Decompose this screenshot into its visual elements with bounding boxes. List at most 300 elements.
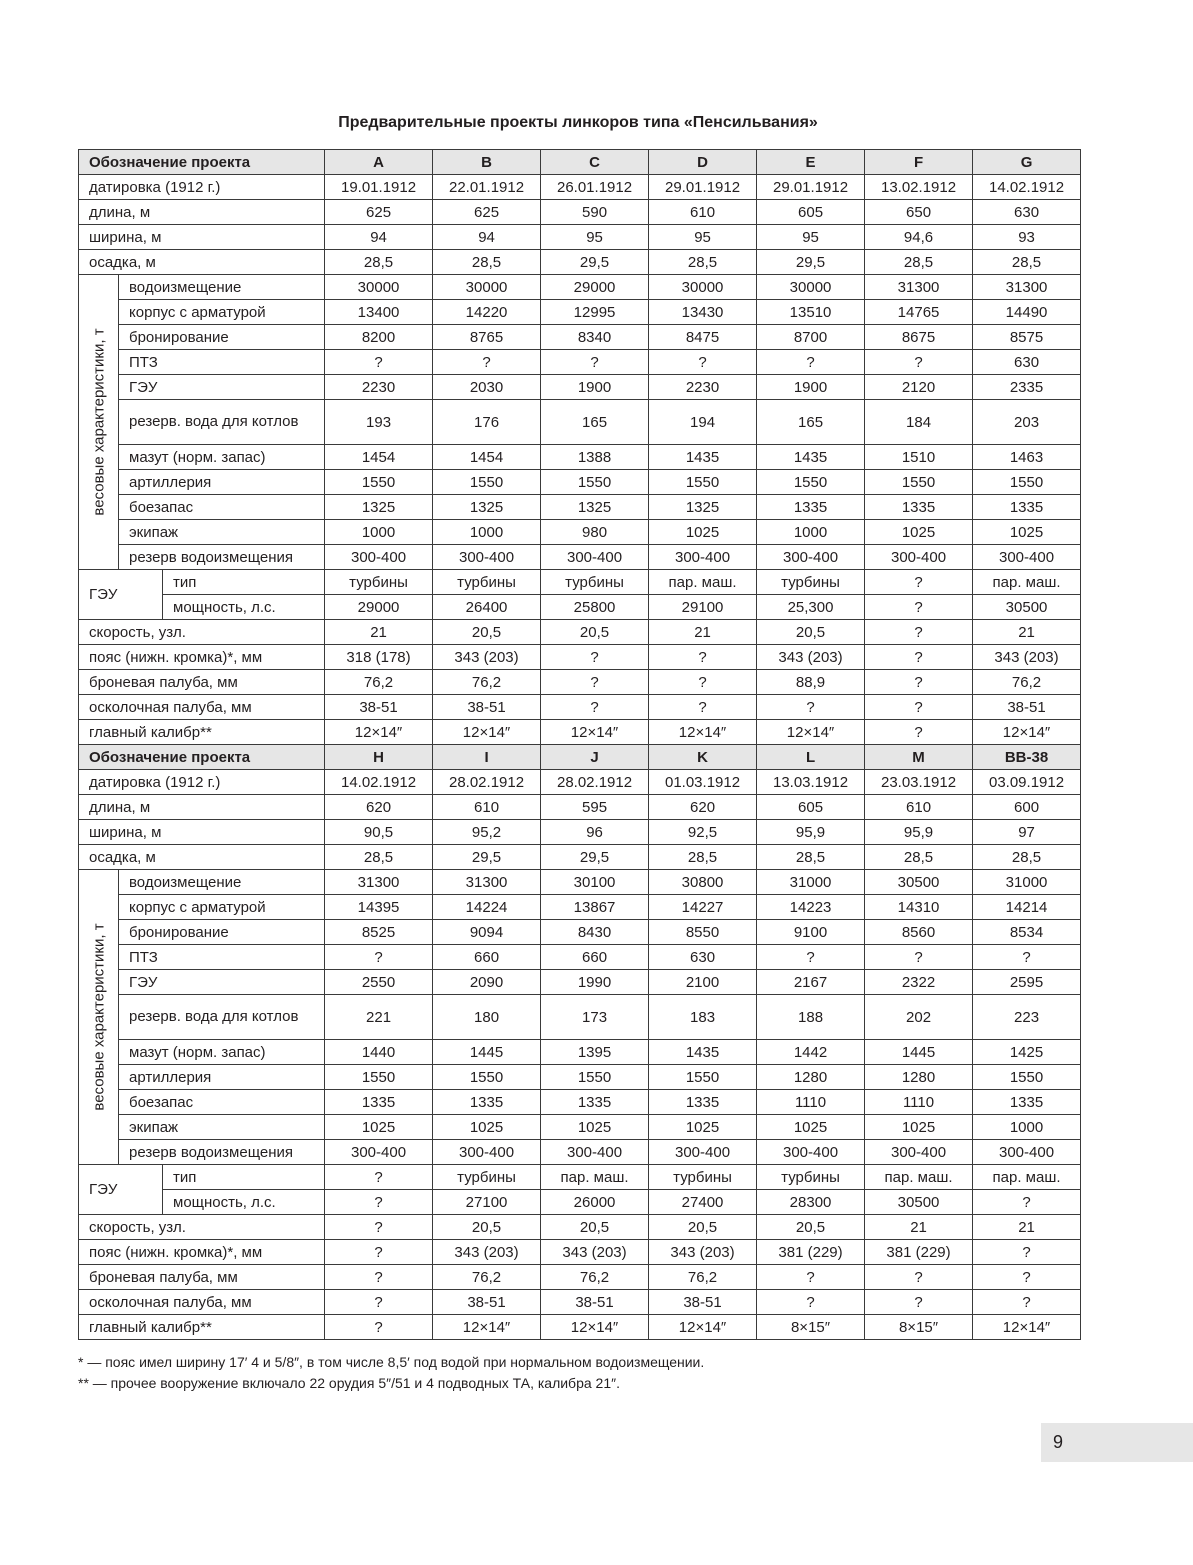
value-cell: 29.01.1912 xyxy=(757,175,865,200)
value-cell: 28300 xyxy=(757,1190,865,1215)
table-row xyxy=(79,275,1081,300)
row-label: длина, м xyxy=(79,795,325,820)
value-cell: 2550 xyxy=(325,970,433,995)
row-label: бронирование xyxy=(119,325,325,350)
value-cell: 8×15″ xyxy=(865,1315,973,1340)
table-title: Предварительные проекты линкоров типа «Пенсильвания» xyxy=(338,114,818,131)
value-cell: 1550 xyxy=(649,470,757,495)
value-cell: 2230 xyxy=(649,375,757,400)
value-cell: 1550 xyxy=(541,470,649,495)
value-cell: 620 xyxy=(649,795,757,820)
row-label: резерв. вода для котлов xyxy=(119,400,325,445)
value-cell: турбины xyxy=(433,570,541,595)
value-cell: 12×14″ xyxy=(541,1315,649,1340)
row-label: ширина, м xyxy=(79,820,325,845)
value-cell: ? xyxy=(649,670,757,695)
table-row xyxy=(79,470,1081,495)
row-label: ГЭУ xyxy=(119,970,325,995)
value-cell: 14220 xyxy=(433,300,541,325)
value-cell: 1550 xyxy=(757,470,865,495)
value-cell: 14.02.1912 xyxy=(325,770,433,795)
value-cell: ? xyxy=(541,695,649,720)
value-cell: 1000 xyxy=(433,520,541,545)
row-label: корпус с арматурой xyxy=(119,895,325,920)
row-label: броневая палуба, мм xyxy=(79,1265,325,1290)
value-cell: 28,5 xyxy=(325,250,433,275)
header-label: Обозначение проекта xyxy=(79,745,325,770)
value-cell: 95 xyxy=(649,225,757,250)
value-cell: 8550 xyxy=(649,920,757,945)
value-cell: 30800 xyxy=(649,870,757,895)
value-cell: 21 xyxy=(973,620,1081,645)
value-cell: 93 xyxy=(973,225,1081,250)
value-cell: 76,2 xyxy=(325,670,433,695)
battleship-projects-table xyxy=(78,149,1081,1340)
value-cell: 1445 xyxy=(865,1040,973,1065)
value-cell: 14765 xyxy=(865,300,973,325)
value-cell: 1025 xyxy=(865,520,973,545)
value-cell: ? xyxy=(649,695,757,720)
row-label: главный калибр** xyxy=(79,720,325,745)
value-cell: 1000 xyxy=(325,520,433,545)
table-row xyxy=(79,200,1081,225)
value-cell: 300-400 xyxy=(757,1140,865,1165)
value-cell: 27400 xyxy=(649,1190,757,1215)
row-label: пояс (нижн. кромка)*, мм xyxy=(79,1240,325,1265)
table-row xyxy=(79,645,1081,670)
value-cell: 2100 xyxy=(649,970,757,995)
header-label: Обозначение проекта xyxy=(79,150,325,175)
value-cell: 14223 xyxy=(757,895,865,920)
value-cell: 610 xyxy=(865,795,973,820)
table-row xyxy=(79,545,1081,570)
value-cell: пар. маш. xyxy=(649,570,757,595)
value-cell: 1900 xyxy=(757,375,865,400)
value-cell: 300-400 xyxy=(973,545,1081,570)
value-cell: 26400 xyxy=(433,595,541,620)
value-cell: 14214 xyxy=(973,895,1081,920)
table-row xyxy=(79,620,1081,645)
value-cell: 1990 xyxy=(541,970,649,995)
value-cell: 2030 xyxy=(433,375,541,400)
value-cell: ? xyxy=(541,645,649,670)
value-cell: 300-400 xyxy=(649,1140,757,1165)
value-cell: ? xyxy=(973,1240,1081,1265)
value-cell: 1025 xyxy=(649,1115,757,1140)
value-cell: ? xyxy=(757,1290,865,1315)
value-cell: турбины xyxy=(541,570,649,595)
value-cell: 300-400 xyxy=(325,545,433,570)
value-cell: 76,2 xyxy=(433,670,541,695)
value-cell: 620 xyxy=(325,795,433,820)
value-cell: 28,5 xyxy=(865,250,973,275)
value-cell: пар. маш. xyxy=(541,1165,649,1190)
value-cell: 30000 xyxy=(649,275,757,300)
value-cell: 610 xyxy=(433,795,541,820)
value-cell: ? xyxy=(757,350,865,375)
value-cell: 1550 xyxy=(865,470,973,495)
project-designation: M xyxy=(865,745,973,770)
value-cell: 1325 xyxy=(433,495,541,520)
value-cell: 630 xyxy=(649,945,757,970)
table-row xyxy=(79,820,1081,845)
value-cell: 1000 xyxy=(973,1115,1081,1140)
value-cell: 20,5 xyxy=(757,620,865,645)
value-cell: ? xyxy=(865,620,973,645)
value-cell: 381 (229) xyxy=(865,1240,973,1265)
value-cell: 1110 xyxy=(757,1090,865,1115)
row-label: тип xyxy=(163,1165,325,1190)
value-cell: 12×14″ xyxy=(757,720,865,745)
value-cell: 343 (203) xyxy=(433,1240,541,1265)
project-designation: C xyxy=(541,150,649,175)
value-cell: 1325 xyxy=(325,495,433,520)
table-row xyxy=(79,1115,1081,1140)
value-cell: 13400 xyxy=(325,300,433,325)
row-label: ширина, м xyxy=(79,225,325,250)
value-cell: ? xyxy=(649,645,757,670)
value-cell: 8700 xyxy=(757,325,865,350)
value-cell: 8534 xyxy=(973,920,1081,945)
value-cell: турбины xyxy=(649,1165,757,1190)
value-cell: ? xyxy=(325,1165,433,1190)
value-cell: 38-51 xyxy=(325,695,433,720)
value-cell: 95,9 xyxy=(757,820,865,845)
row-label: бронирование xyxy=(119,920,325,945)
footnotes xyxy=(78,1352,704,1394)
value-cell: 1463 xyxy=(973,445,1081,470)
value-cell: 12×14″ xyxy=(433,720,541,745)
row-label: резерв. вода для котлов xyxy=(119,995,325,1040)
value-cell: 2230 xyxy=(325,375,433,400)
value-cell: 8340 xyxy=(541,325,649,350)
value-cell: 180 xyxy=(433,995,541,1040)
value-cell: ? xyxy=(649,350,757,375)
value-cell: 12×14″ xyxy=(325,720,433,745)
table-row xyxy=(79,1065,1081,1090)
value-cell: 28.02.1912 xyxy=(433,770,541,795)
value-cell: ? xyxy=(325,945,433,970)
value-cell: турбины xyxy=(325,570,433,595)
value-cell: 1435 xyxy=(649,445,757,470)
value-cell: 600 xyxy=(973,795,1081,820)
value-cell: 1025 xyxy=(865,1115,973,1140)
value-cell: 9100 xyxy=(757,920,865,945)
value-cell: 1445 xyxy=(433,1040,541,1065)
row-label: резерв водоизмещения xyxy=(119,545,325,570)
value-cell: 12×14″ xyxy=(541,720,649,745)
value-cell: 381 (229) xyxy=(757,1240,865,1265)
value-cell: 12×14″ xyxy=(649,1315,757,1340)
value-cell: 28.02.1912 xyxy=(541,770,649,795)
row-label: мощность, л.с. xyxy=(163,1190,325,1215)
row-label: ПТЗ xyxy=(119,350,325,375)
value-cell: 8675 xyxy=(865,325,973,350)
value-cell: 300-400 xyxy=(541,1140,649,1165)
value-cell: 318 (178) xyxy=(325,645,433,670)
table-row xyxy=(79,375,1081,400)
row-label: главный калибр** xyxy=(79,1315,325,1340)
value-cell: 22.01.1912 xyxy=(433,175,541,200)
value-cell: 343 (203) xyxy=(541,1240,649,1265)
value-cell: 38-51 xyxy=(433,695,541,720)
value-cell: 1335 xyxy=(541,1090,649,1115)
value-cell: ? xyxy=(865,595,973,620)
value-cell: 1550 xyxy=(433,470,541,495)
row-label: ПТЗ xyxy=(119,945,325,970)
row-label: водоизмещение xyxy=(119,275,325,300)
value-cell: ? xyxy=(325,1190,433,1215)
value-cell: 25800 xyxy=(541,595,649,620)
value-cell: 193 xyxy=(325,400,433,445)
value-cell: 21 xyxy=(973,1215,1081,1240)
value-cell: 03.09.1912 xyxy=(973,770,1081,795)
value-cell: 01.03.1912 xyxy=(649,770,757,795)
value-cell: турбины xyxy=(433,1165,541,1190)
value-cell: 300-400 xyxy=(325,1140,433,1165)
value-cell: 94 xyxy=(325,225,433,250)
table-row xyxy=(79,795,1081,820)
footnote-belt: * — пояс имел ширину 17′ 4 и 5/8″, в том числе 8,5′ под водой при нормальном водоизмещении. xyxy=(78,1354,705,1370)
value-cell: ? xyxy=(865,570,973,595)
row-label: осколочная палуба, мм xyxy=(79,695,325,720)
project-designation: G xyxy=(973,150,1081,175)
value-cell: 1025 xyxy=(541,1115,649,1140)
value-cell: 630 xyxy=(973,200,1081,225)
value-cell: 13867 xyxy=(541,895,649,920)
value-cell: 1335 xyxy=(757,495,865,520)
row-label: пояс (нижн. кромка)*, мм xyxy=(79,645,325,670)
value-cell: 14490 xyxy=(973,300,1081,325)
value-cell: 2120 xyxy=(865,375,973,400)
row-label: корпус с арматурой xyxy=(119,300,325,325)
value-cell: 95,2 xyxy=(433,820,541,845)
value-cell: ? xyxy=(865,720,973,745)
value-cell: пар. маш. xyxy=(973,570,1081,595)
value-cell: 1550 xyxy=(973,1065,1081,1090)
value-cell: 2167 xyxy=(757,970,865,995)
table-row xyxy=(79,870,1081,895)
value-cell: 30000 xyxy=(433,275,541,300)
row-label: скорость, узл. xyxy=(79,1215,325,1240)
value-cell: 88,9 xyxy=(757,670,865,695)
project-designation: J xyxy=(541,745,649,770)
value-cell: 29100 xyxy=(649,595,757,620)
value-cell: 1000 xyxy=(757,520,865,545)
geu-group-label: ГЭУ xyxy=(79,570,163,620)
value-cell: 202 xyxy=(865,995,973,1040)
value-cell: 221 xyxy=(325,995,433,1040)
table-row xyxy=(79,495,1081,520)
value-cell: 30500 xyxy=(865,870,973,895)
value-cell: турбины xyxy=(757,1165,865,1190)
value-cell: 1395 xyxy=(541,1040,649,1065)
value-cell: 31300 xyxy=(433,870,541,895)
project-designation: BB-38 xyxy=(973,745,1081,770)
value-cell: 12×14″ xyxy=(649,720,757,745)
value-cell: 13.02.1912 xyxy=(865,175,973,200)
value-cell: 28,5 xyxy=(325,845,433,870)
value-cell: 12995 xyxy=(541,300,649,325)
value-cell: 30100 xyxy=(541,870,649,895)
value-cell: 19.01.1912 xyxy=(325,175,433,200)
value-cell: ? xyxy=(865,1265,973,1290)
value-cell: 300-400 xyxy=(433,1140,541,1165)
value-cell: 1335 xyxy=(649,1090,757,1115)
table-row xyxy=(79,1165,1081,1190)
value-cell: ? xyxy=(325,1265,433,1290)
value-cell: 38-51 xyxy=(433,1290,541,1315)
value-cell: 1510 xyxy=(865,445,973,470)
value-cell: 23.03.1912 xyxy=(865,770,973,795)
table-row xyxy=(79,1140,1081,1165)
value-cell: 21 xyxy=(325,620,433,645)
row-label: экипаж xyxy=(119,520,325,545)
row-label: боезапас xyxy=(119,1090,325,1115)
value-cell: ? xyxy=(757,695,865,720)
table-row xyxy=(79,1040,1081,1065)
value-cell: 28,5 xyxy=(757,845,865,870)
value-cell: 29,5 xyxy=(433,845,541,870)
value-cell: ? xyxy=(325,1290,433,1315)
weights-group-text: весовые характеристики, т xyxy=(90,328,107,516)
value-cell: 95 xyxy=(757,225,865,250)
value-cell: 21 xyxy=(865,1215,973,1240)
value-cell: 1454 xyxy=(325,445,433,470)
value-cell: 1335 xyxy=(865,495,973,520)
value-cell: 605 xyxy=(757,795,865,820)
value-cell: 31300 xyxy=(865,275,973,300)
value-cell: 26000 xyxy=(541,1190,649,1215)
value-cell: 13510 xyxy=(757,300,865,325)
table-row xyxy=(79,520,1081,545)
table-row xyxy=(79,745,1081,770)
value-cell: 29.01.1912 xyxy=(649,175,757,200)
value-cell: 590 xyxy=(541,200,649,225)
value-cell: турбины xyxy=(757,570,865,595)
value-cell: 30500 xyxy=(973,595,1081,620)
table-row xyxy=(79,225,1081,250)
value-cell: 2090 xyxy=(433,970,541,995)
table-row xyxy=(79,570,1081,595)
value-cell: 30000 xyxy=(325,275,433,300)
table-row xyxy=(79,595,1081,620)
value-cell: 1550 xyxy=(649,1065,757,1090)
row-label: датировка (1912 г.) xyxy=(79,770,325,795)
value-cell: 1454 xyxy=(433,445,541,470)
value-cell: 13430 xyxy=(649,300,757,325)
table-row xyxy=(79,1315,1081,1340)
value-cell: 660 xyxy=(541,945,649,970)
value-cell: 343 (203) xyxy=(757,645,865,670)
value-cell: 650 xyxy=(865,200,973,225)
value-cell: 8575 xyxy=(973,325,1081,350)
row-label: тип xyxy=(163,570,325,595)
value-cell: 8×15″ xyxy=(757,1315,865,1340)
value-cell: 660 xyxy=(433,945,541,970)
value-cell: 95 xyxy=(541,225,649,250)
value-cell: 300-400 xyxy=(973,1140,1081,1165)
value-cell: 20,5 xyxy=(757,1215,865,1240)
value-cell: 90,5 xyxy=(325,820,433,845)
value-cell: 29000 xyxy=(325,595,433,620)
value-cell: 2322 xyxy=(865,970,973,995)
row-label: мощность, л.с. xyxy=(163,595,325,620)
value-cell: ? xyxy=(325,1315,433,1340)
row-label: боезапас xyxy=(119,495,325,520)
value-cell: 1025 xyxy=(973,520,1081,545)
value-cell: 31300 xyxy=(325,870,433,895)
project-designation: I xyxy=(433,745,541,770)
value-cell: 92,5 xyxy=(649,820,757,845)
value-cell: 76,2 xyxy=(433,1265,541,1290)
value-cell: 223 xyxy=(973,995,1081,1040)
value-cell: 300-400 xyxy=(865,1140,973,1165)
table-row xyxy=(79,720,1081,745)
value-cell: 1335 xyxy=(325,1090,433,1115)
row-label: ГЭУ xyxy=(119,375,325,400)
value-cell: 165 xyxy=(757,400,865,445)
value-cell: 300-400 xyxy=(649,545,757,570)
table-row xyxy=(79,695,1081,720)
value-cell: 203 xyxy=(973,400,1081,445)
table-row xyxy=(79,970,1081,995)
value-cell: 605 xyxy=(757,200,865,225)
footnote-armament: ** — прочее вооружение включало 22 орудия 5″/51 и 4 подводных ТА, калибра 21″. xyxy=(78,1375,620,1391)
value-cell: 94 xyxy=(433,225,541,250)
value-cell: 176 xyxy=(433,400,541,445)
value-cell: 8475 xyxy=(649,325,757,350)
table-row xyxy=(79,1090,1081,1115)
value-cell: 28,5 xyxy=(973,250,1081,275)
value-cell: 1025 xyxy=(433,1115,541,1140)
table-row xyxy=(79,920,1081,945)
value-cell: 20,5 xyxy=(649,1215,757,1240)
row-label: осадка, м xyxy=(79,845,325,870)
value-cell: 31000 xyxy=(973,870,1081,895)
table-row xyxy=(79,300,1081,325)
value-cell: ? xyxy=(865,670,973,695)
value-cell: ? xyxy=(757,945,865,970)
value-cell: 38-51 xyxy=(973,695,1081,720)
value-cell: 1110 xyxy=(865,1090,973,1115)
project-designation: B xyxy=(433,150,541,175)
table-row xyxy=(79,845,1081,870)
value-cell: 1335 xyxy=(973,1090,1081,1115)
value-cell: 20,5 xyxy=(433,1215,541,1240)
value-cell: 1900 xyxy=(541,375,649,400)
value-cell: ? xyxy=(325,1240,433,1265)
value-cell: 1280 xyxy=(865,1065,973,1090)
value-cell: ? xyxy=(325,1215,433,1240)
row-label: броневая палуба, мм xyxy=(79,670,325,695)
value-cell: ? xyxy=(973,1290,1081,1315)
value-cell: 29,5 xyxy=(541,845,649,870)
value-cell: ? xyxy=(325,350,433,375)
table-row xyxy=(79,400,1081,445)
value-cell: 14227 xyxy=(649,895,757,920)
project-designation: E xyxy=(757,150,865,175)
value-cell: 173 xyxy=(541,995,649,1040)
project-designation: K xyxy=(649,745,757,770)
value-cell: 625 xyxy=(325,200,433,225)
value-cell: 13.03.1912 xyxy=(757,770,865,795)
value-cell: 980 xyxy=(541,520,649,545)
row-label: осколочная палуба, мм xyxy=(79,1290,325,1315)
value-cell: 97 xyxy=(973,820,1081,845)
table-row xyxy=(79,1265,1081,1290)
value-cell: 27100 xyxy=(433,1190,541,1215)
